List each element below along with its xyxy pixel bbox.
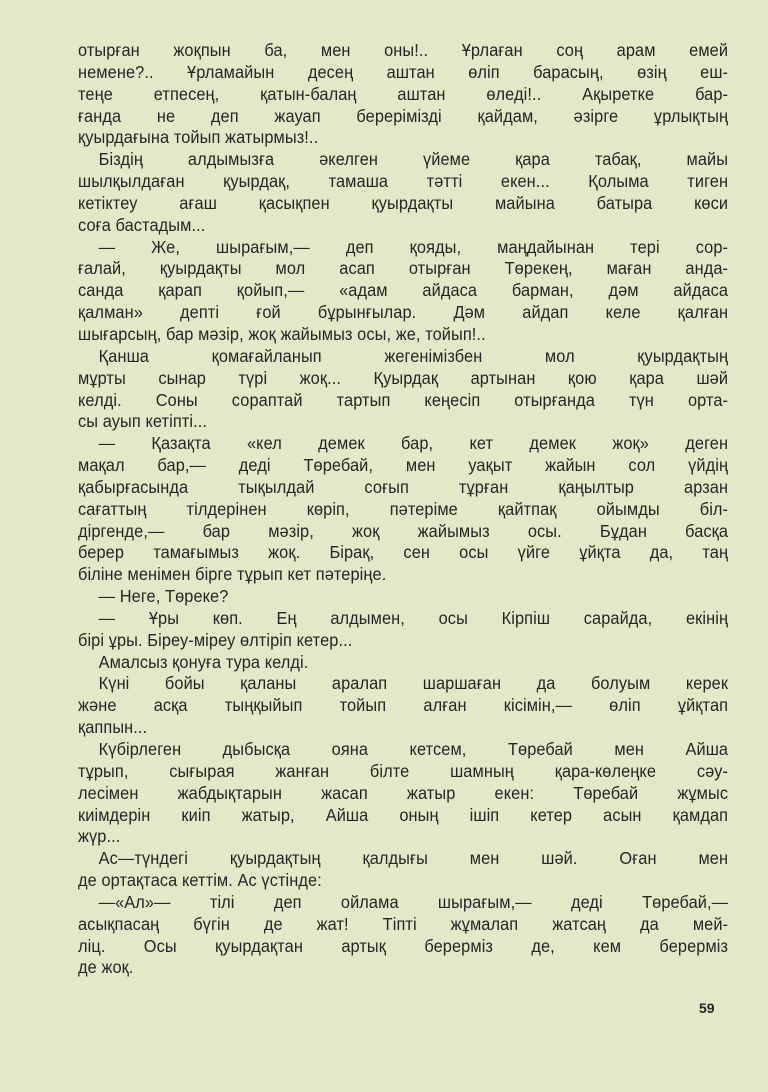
paragraph (78, 673, 728, 739)
text-line: Амалсыз қонуға тура келді. (98, 651, 309, 672)
text-line: сағаттың тілдерінен көріп, пәтеріме қайтпақ ойымды біл- (78, 498, 729, 519)
paragraph (78, 652, 728, 674)
text-line: асықпасаң бүгін де жат! Тіпті жұмалап жатсаң да мей- (78, 913, 729, 934)
paragraph (78, 346, 728, 433)
paragraph (78, 608, 728, 652)
text-line: ғалай, қуырдақты мол асап отырған Төрекең, маған анда- (78, 258, 729, 279)
text-line: сы ауып кетіпті... (78, 411, 207, 432)
text-line: —«Ал»— тілі деп ойлама шырағым,— деді Төребай,— (98, 891, 729, 912)
text-line: тұрып, сығырая жанған білте шамның қара-көлеңке сәу- (78, 760, 729, 781)
paragraph (78, 237, 728, 346)
text-line: және асқа тыңқыйып тойып алған кісімін,— өліп ұйқтап (78, 695, 729, 716)
text-line: шылқылдаған қуырдақ, тамаша тәтті екен... Қолыма тиген (78, 171, 729, 192)
paragraph (78, 40, 728, 149)
text-line: шығарсың, бар мәзір, жоқ жайымыз осы, же, тойып!.. (78, 323, 486, 344)
text-line: — Неге, Төреке? (98, 586, 229, 607)
text-line: де ортақтаса кеттім. Ас үстінде: (78, 870, 322, 891)
text-line: қуырдағына тойып жатырмыз!.. (78, 127, 319, 148)
text-line: ғанда не деп жауап берерімізді қайдам, әзірге ұрлықтың (78, 105, 729, 126)
text-line: Ас—түндегі қуырдақтың қалдығы мен шәй. Оған мен (98, 848, 729, 869)
text-line: киімдерін киіп жатыр, Айша оның ішіп кетер асын қамдап (78, 804, 729, 825)
text-line: кетіктеу ағаш қасықпен қуырдақты майына батыра көси (78, 192, 729, 213)
text-line: келді. Соны сораптай тартып кеңесіп отырғанда түн орта- (78, 389, 729, 410)
text-line: теңе етпесең, қатын-балаң аштан өледі!.. Ақыретке бар- (78, 83, 729, 104)
text-line: діргенде,— бар мәзір, жоқ жайымыз осы. Бұдан басқа (78, 520, 729, 541)
paragraph (78, 739, 728, 848)
text-line: қабырғасында тықылдай соғып тұрған қаңылтыр арзан (78, 476, 729, 497)
text-line: соға бастадым... (78, 214, 206, 235)
text-line: — Же, шырағым,— деп қояды, маңдайынан тері сор- (98, 236, 729, 257)
text-line: Күбірлеген дыбысқа ояна кетсем, Төребай мен Айша (98, 739, 729, 759)
body-text (78, 40, 728, 979)
text-line: берер тамағымыз жоқ. Бірақ, сен осы үйге ұйқта да, таң (78, 542, 729, 563)
paragraph (78, 586, 728, 608)
text-line: мақал бар,— деді Төребай, мен уақыт жайын сол үйдің (78, 455, 729, 476)
text-line: санда қарап қойып,— «адам айдаса барман, дәм айдаса (78, 280, 729, 301)
paragraph (78, 149, 728, 236)
text-line: — Қазақта «кел демек бар, кет демек жоқ» деген (98, 433, 729, 454)
paragraph (78, 892, 728, 979)
text-line: қаппын... (78, 717, 148, 738)
text-line: Біздің алдымызға әкелген үйеме қара табақ, майы (98, 149, 729, 170)
text-line: лесімен жабдықтарын жасап жатыр екен: Төребай жұмыс (78, 782, 729, 803)
text-line: қалман» депті ғой бұрынғылар. Дәм айдап келе қалған (78, 302, 729, 323)
paragraph (78, 848, 728, 892)
text-line: бірі ұры. Біреу-міреу өлтіріп кетер... (78, 629, 353, 650)
paragraph (78, 433, 728, 586)
text-line: Қанша қомағайланып жегенімізбен мол қуырдақтың (98, 345, 729, 366)
page-number: 59 (699, 1000, 715, 1016)
text-line: — Ұры көп. Ең алдымен, осы Кірпіш сарайда, екінің (98, 607, 729, 628)
text-line: Күні бойы қаланы аралап шаршаған да болуым керек (98, 673, 729, 694)
text-line: ліц. Осы қуырдақтан артық берерміз де, кем берерміз (78, 935, 729, 956)
text-line: де жоқ. (78, 957, 134, 978)
text-line: мұрты сынар түрі жоқ... Қуырдақ артынан қою қара шәй (78, 367, 729, 388)
text-line: біліне менімен бірге тұрып кет пәтеріңе. (78, 564, 387, 585)
text-line: отырған жоқпын ба, мен оны!.. Ұрлаған соң арам емей (78, 40, 729, 60)
text-line: немене?.. Ұрламайын десең аштан өліп барасың, өзің еш- (78, 61, 729, 82)
text-line: жүр... (78, 826, 121, 847)
